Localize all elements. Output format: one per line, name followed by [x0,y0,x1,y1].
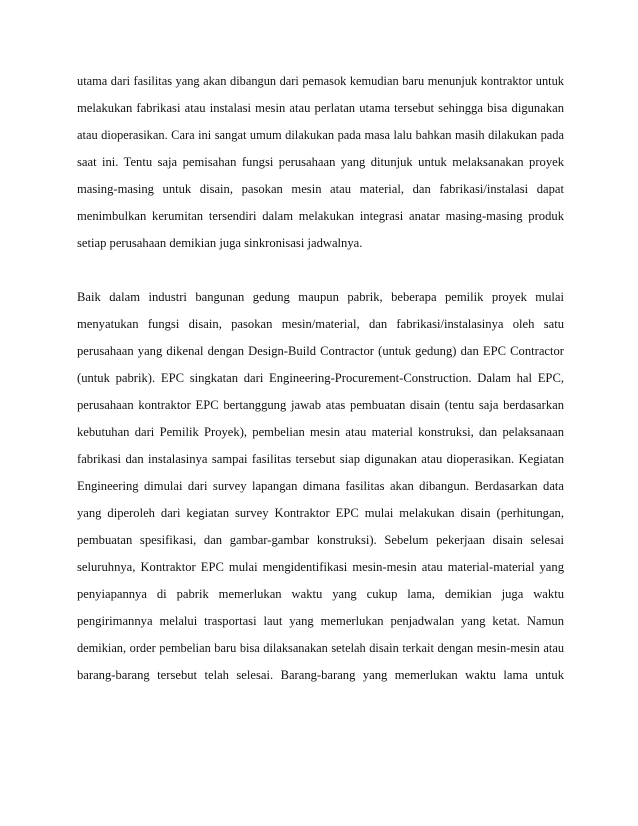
text-line: menyatukan fungsi disain, pasokan mesin/material, dan fabrikasi/instalasinya oleh satu [77,317,564,331]
text-line: pembuatan spesifikasi, dan gambar-gambar konstruksi). Sebelum pekerjaan disain selesai [77,533,564,547]
text-line: saat ini. Tentu saja pemisahan fungsi perusahaan yang ditunjuk untuk melaksanakan proyek [77,155,564,169]
text-line: penyiapannya di pabrik memerlukan waktu yang cukup lama, demikian juga waktu [77,587,564,601]
text-line: atau dioperasikan. Cara ini sangat umum dilakukan pada masa lalu bahkan masih dilakukan pada [77,128,564,142]
text-line: perusahaan kontraktor EPC bertanggung jawab atas pembuatan disain (tentu saja berdasarkan [77,398,564,412]
text-line: pengirimannya melalui trasportasi laut yang memerlukan penjadwalan yang ketat. Namun [77,614,564,628]
text-line: melakukan fabrikasi atau instalasi mesin atau perlatan utama tersebut sehingga bisa digunakan [77,101,564,115]
text-line: perusahaan yang dikenal dengan Design-Build Contractor (untuk gedung) dan EPC Contractor [77,344,564,358]
text-line: demikian, order pembelian baru bisa dilaksanakan setelah disain terkait dengan mesin-mesin atau [77,641,564,655]
text-line: (untuk pabrik). EPC singkatan dari Engineering-Procurement-Construction. Dalam hal EPC, [77,371,564,385]
text-line: seluruhnya, Kontraktor EPC mulai mengidentifikasi mesin-mesin atau material-material yang [77,560,564,574]
text-line: utama dari fasilitas yang akan dibangun dari pemasok kemudian baru menunjuk kontraktor untuk [77,74,564,88]
text-line: kebutuhan dari Pemilik Proyek), pembelian mesin atau material konstruksi, dan pelaksanaan [77,425,564,439]
text-line: fabrikasi dan instalasinya sampai fasilitas tersebut siap digunakan atau dioperasikan. Kegiatan [77,452,564,466]
text-line: masing-masing untuk disain, pasokan mesin atau material, dan fabrikasi/instalasi dapat [77,182,564,196]
text-line: Baik dalam industri bangunan gedung maupun pabrik, beberapa pemilik proyek mulai [77,290,564,304]
text-line: setiap perusahaan demikian juga sinkronisasi jadwalnya. [77,236,363,250]
text-line: barang-barang tersebut telah selesai. Barang-barang yang memerlukan waktu lama untuk [77,668,564,682]
text-line: menimbulkan kerumitan tersendiri dalam melakukan integrasi anatar masing-masing produk [77,209,564,223]
text-line: Engineering dimulai dari survey lapangan dimana fasilitas akan dibangun. Berdasarkan data [77,479,564,493]
text-line: yang diperoleh dari kegiatan survey Kontraktor EPC mulai melakukan disain (perhitungan, [77,506,564,520]
